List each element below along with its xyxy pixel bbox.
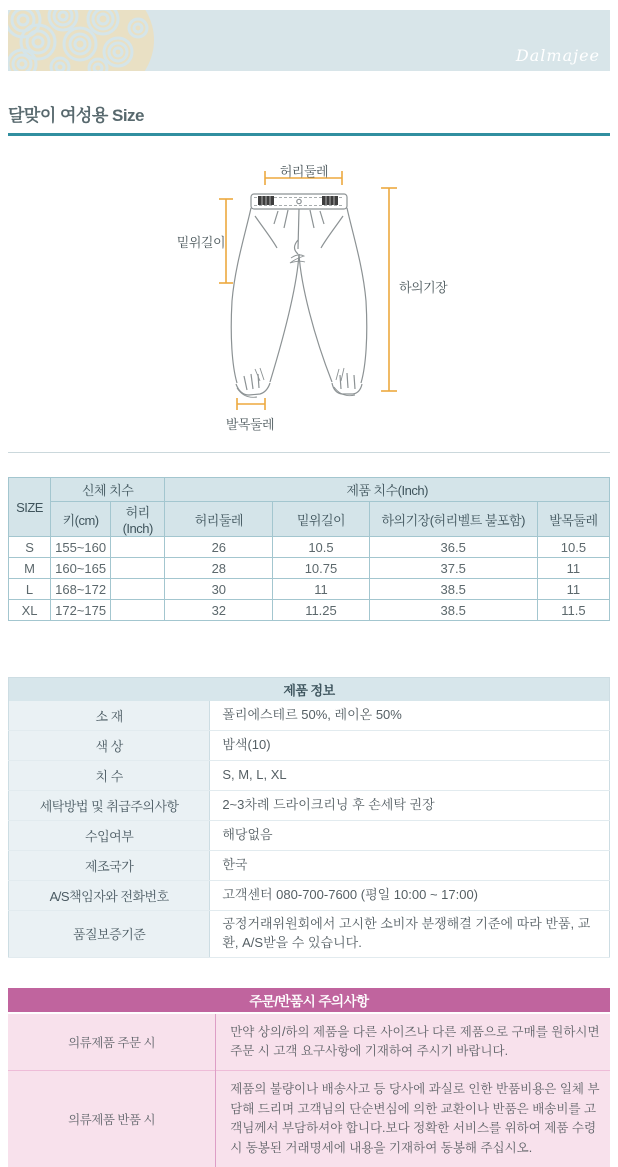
info-row [9, 761, 610, 791]
info-label: 제조국가 [9, 851, 210, 881]
notice-row [8, 1071, 610, 1167]
product-info-title: 제품 정보 [9, 678, 610, 702]
info-row [9, 911, 610, 958]
size-row [9, 558, 610, 579]
info-label: A/S책임자와 전화번호 [9, 881, 210, 911]
col-group-product: 제품 치수(Inch) [165, 478, 610, 502]
col-header-waist-body: 허리(Inch) [111, 502, 165, 537]
cell-ankle: 11.5 [537, 600, 609, 621]
notice-label: 의류제품 반품 시 [8, 1071, 216, 1167]
cell-height: 168~172 [51, 579, 111, 600]
col-header-waist: 허리둘레 [165, 502, 273, 537]
info-value: 2~3차례 드라이크리닝 후 손세탁 권장 [210, 791, 610, 821]
cell-ankle: 11 [537, 579, 609, 600]
info-label: 색 상 [9, 731, 210, 761]
info-value: 고객센터 080-700-7600 (평일 10:00 ~ 17:00) [210, 881, 610, 911]
page-title: 달맞이 여성용 Size [8, 106, 144, 125]
col-group-body: 신체 치수 [51, 478, 165, 502]
cell-crotch: 10.75 [273, 558, 369, 579]
cell-length: 36.5 [369, 537, 537, 558]
pants-drawing-icon [8, 136, 610, 452]
cell-height: 155~160 [51, 537, 111, 558]
cell-waist: 26 [165, 537, 273, 558]
cell-crotch: 10.5 [273, 537, 369, 558]
cell-waist-body [111, 600, 165, 621]
size-chart-table [8, 477, 610, 621]
cell-waist-body [111, 579, 165, 600]
info-label: 세탁방법 및 취급주의사항 [9, 791, 210, 821]
info-value: 공정거래위원회에서 고시한 소비자 분쟁해결 기준에 따라 반품, 교환, A/S받을 수 있습니다. [210, 911, 610, 958]
cell-waist: 30 [165, 579, 273, 600]
notice-row [8, 1013, 610, 1071]
cell-crotch: 11 [273, 579, 369, 600]
info-row [9, 851, 610, 881]
order-notice-table [8, 988, 610, 1167]
waist-measure-label: 허리둘레 [279, 164, 329, 179]
size-row [9, 600, 610, 621]
product-info-table [8, 677, 610, 958]
page-container [8, 10, 610, 1167]
brand-logo: Dalmajee [515, 46, 600, 65]
swirl-pattern-icon [8, 10, 160, 71]
cell-size: M [9, 558, 51, 579]
cell-height: 172~175 [51, 600, 111, 621]
cell-length: 38.5 [369, 579, 537, 600]
info-row [9, 731, 610, 761]
cell-length: 37.5 [369, 558, 537, 579]
info-label: 수입여부 [9, 821, 210, 851]
info-label: 소 재 [9, 701, 210, 731]
info-label: 치 수 [9, 761, 210, 791]
ankle-measure-label: 발목둘레 [225, 417, 275, 432]
info-row [9, 701, 610, 731]
cell-waist-body [111, 558, 165, 579]
info-value: 한국 [210, 851, 610, 881]
info-value: 해당없음 [210, 821, 610, 851]
info-row [9, 791, 610, 821]
cell-waist: 32 [165, 600, 273, 621]
info-label: 품질보증기준 [9, 911, 210, 958]
cell-ankle: 10.5 [537, 537, 609, 558]
notice-value: 만약 상의/하의 제품을 다른 사이즈나 다른 제품으로 구매를 원하시면 주문 시 고객 요구사항에 기재하여 주시기 바랍니다. [216, 1013, 610, 1071]
crotch-measure-label: 밑위길이 [176, 235, 225, 250]
size-diagram [8, 136, 610, 453]
notice-label: 의류제품 주문 시 [8, 1013, 216, 1071]
col-header-ankle: 발목둘레 [537, 502, 609, 537]
col-header-height: 키(cm) [51, 502, 111, 537]
col-header-length: 하의기장(허리벨트 불포함) [369, 502, 537, 537]
cell-size: L [9, 579, 51, 600]
order-notice-title: 주문/반품시 주의사항 [8, 988, 610, 1013]
notice-value: 제품의 불량이나 배송사고 등 당사에 과실로 인한 반품비용은 일체 부담해 드리며 고객님의 단순변심에 의한 교환이나 반품은 배송비를 고객님께서 부담하셔야 합니다.보다 정확한 서비스를 위하여 제품 수령시 동봉된 거래명세에 내용을 기재하여 동봉해 주십시오. [216, 1071, 610, 1167]
info-row [9, 881, 610, 911]
cell-waist: 28 [165, 558, 273, 579]
info-value: S, M, L, XL [210, 761, 610, 791]
cell-ankle: 11 [537, 558, 609, 579]
cell-waist-body [111, 537, 165, 558]
cell-crotch: 11.25 [273, 600, 369, 621]
cell-height: 160~165 [51, 558, 111, 579]
info-value: 밤색(10) [210, 731, 610, 761]
size-row [9, 537, 610, 558]
col-header-crotch: 밑위길이 [273, 502, 369, 537]
length-measure-label: 하의기장 [399, 280, 448, 295]
col-header-size: SIZE [9, 478, 51, 537]
cell-size: XL [9, 600, 51, 621]
info-row [9, 821, 610, 851]
brand-banner [8, 10, 610, 71]
cell-length: 38.5 [369, 600, 537, 621]
info-value: 폴리에스테르 50%, 레이온 50% [210, 701, 610, 731]
size-row [9, 579, 610, 600]
cell-size: S [9, 537, 51, 558]
